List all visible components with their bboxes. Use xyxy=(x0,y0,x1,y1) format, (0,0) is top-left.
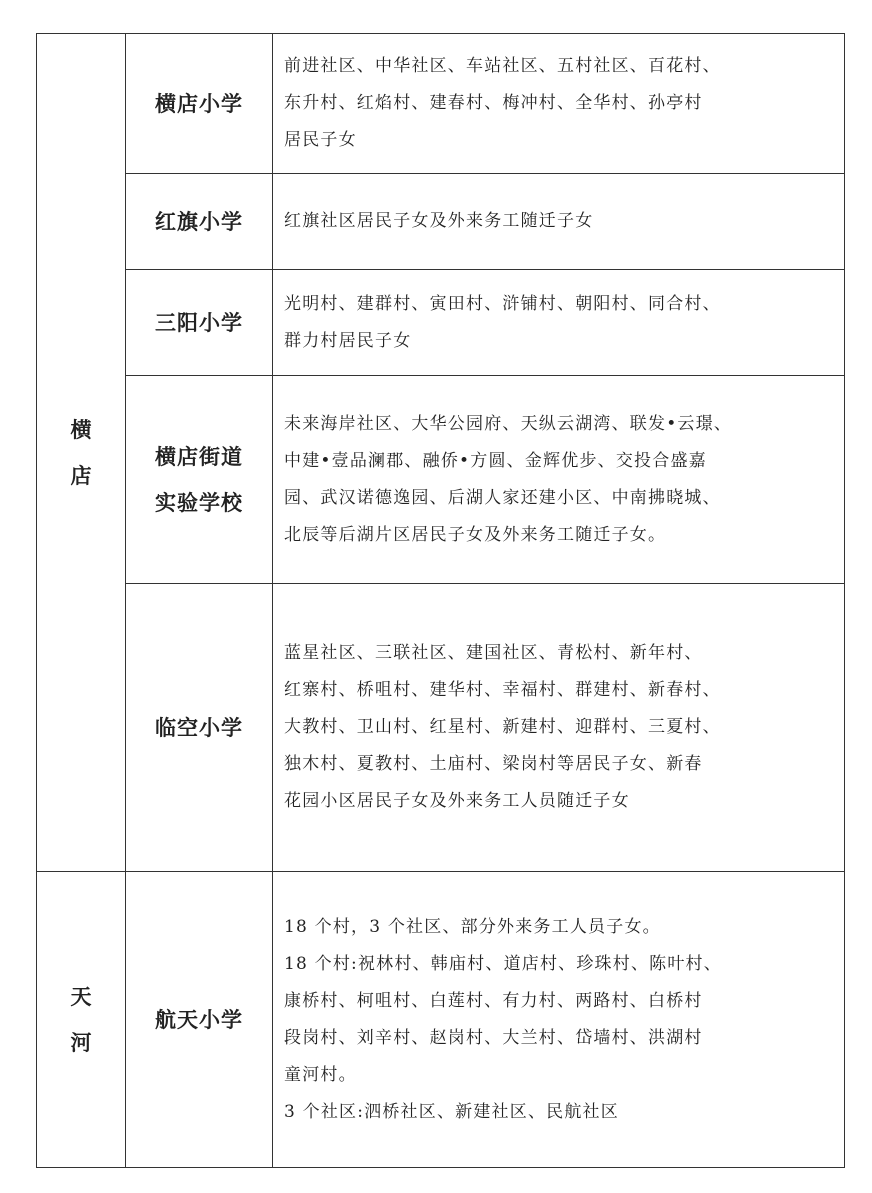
street-cell-hengdian xyxy=(37,34,126,872)
school-name-line: 航天小学 xyxy=(155,1007,243,1032)
enrollment-area-cell xyxy=(273,174,845,270)
area-text-line: 大教村、卫山村、红星村、新建村、迎群村、三夏村、 xyxy=(284,717,721,737)
area-text-line: 北辰等后湖片区居民子女及外来务工随迁子女。 xyxy=(284,524,667,545)
school-cell xyxy=(126,584,273,872)
street-name-line: 横 xyxy=(70,417,92,442)
area-text-line: 18 个村:祝林村、韩庙村、道店村、珍珠村、陈叶村、 xyxy=(284,953,722,974)
school-cell xyxy=(126,872,273,1168)
area-text-line: 童河村。 xyxy=(284,1064,357,1085)
area-text-line: 3 个社区:泗桥社区、新建社区、民航社区 xyxy=(284,1101,619,1122)
area-text-line: 红寨村、桥咀村、建华村、幸福村、群建村、新春村、 xyxy=(284,680,721,700)
school-name-line: 临空小学 xyxy=(155,715,243,740)
school-name-line: 横店街道 xyxy=(155,444,243,469)
area-text-line: 独木村、夏教村、土庙村、梁岗村等居民子女、新春 xyxy=(284,754,703,774)
area-text-line: 东升村、红焰村、建春村、梅冲村、全华村、孙亭村 xyxy=(284,93,703,113)
area-text-line: 花园小区居民子女及外来务工人员随迁子女 xyxy=(284,791,630,811)
area-text-line: 段岗村、刘辛村、赵岗村、大兰村、岱墙村、洪湖村 xyxy=(284,1027,703,1048)
area-text-line: 群力村居民子女 xyxy=(284,330,412,351)
table-row xyxy=(37,376,845,584)
area-text-line: 园、武汉诺德逸园、后湖人家还建小区、中南拂晓城、 xyxy=(284,487,721,508)
table-row xyxy=(37,34,845,174)
enrollment-area-cell xyxy=(273,872,845,1168)
school-name-line: 红旗小学 xyxy=(155,209,243,234)
enrollment-area-cell xyxy=(273,376,845,584)
street-name-line: 店 xyxy=(70,463,92,488)
area-text-line: 未来海岸社区、大华公园府、天纵云湖湾、联发•云璟、 xyxy=(284,413,733,434)
school-cell xyxy=(126,270,273,376)
school-cell xyxy=(126,376,273,584)
street-name-line: 天 xyxy=(70,984,92,1009)
area-text-line: 前进社区、中华社区、车站社区、五村社区、百花村、 xyxy=(284,56,721,76)
table-row xyxy=(37,584,845,872)
table-row xyxy=(37,174,845,270)
enrollment-area-cell xyxy=(273,34,845,174)
table-row xyxy=(37,270,845,376)
school-name-line: 实验学校 xyxy=(155,490,243,515)
school-zone-table xyxy=(36,33,845,1168)
school-name-line: 横店小学 xyxy=(155,91,243,116)
table-row xyxy=(37,872,845,1168)
street-cell-tianhe xyxy=(37,872,126,1168)
area-text-line: 红旗社区居民子女及外来务工随迁子女 xyxy=(284,211,594,231)
area-text-line: 蓝星社区、三联社区、建国社区、青松村、新年村、 xyxy=(284,643,703,663)
enrollment-area-cell xyxy=(273,584,845,872)
area-text-line: 18 个村，3 个社区、部分外来务工人员子女。 xyxy=(284,916,661,937)
area-text-line: 康桥村、柯咀村、白莲村、有力村、两路村、白桥村 xyxy=(284,990,703,1011)
street-name-line: 河 xyxy=(70,1030,92,1055)
area-text-line: 中建•壹品澜郡、融侨•方圆、金辉优步、交投合盛嘉 xyxy=(284,450,707,471)
area-text-line: 光明村、建群村、寅田村、浒铺村、朝阳村、同合村、 xyxy=(284,293,721,314)
enrollment-area-cell xyxy=(273,270,845,376)
area-text-line: 居民子女 xyxy=(284,130,357,150)
school-cell xyxy=(126,34,273,174)
school-cell xyxy=(126,174,273,270)
school-name-line: 三阳小学 xyxy=(155,310,243,335)
